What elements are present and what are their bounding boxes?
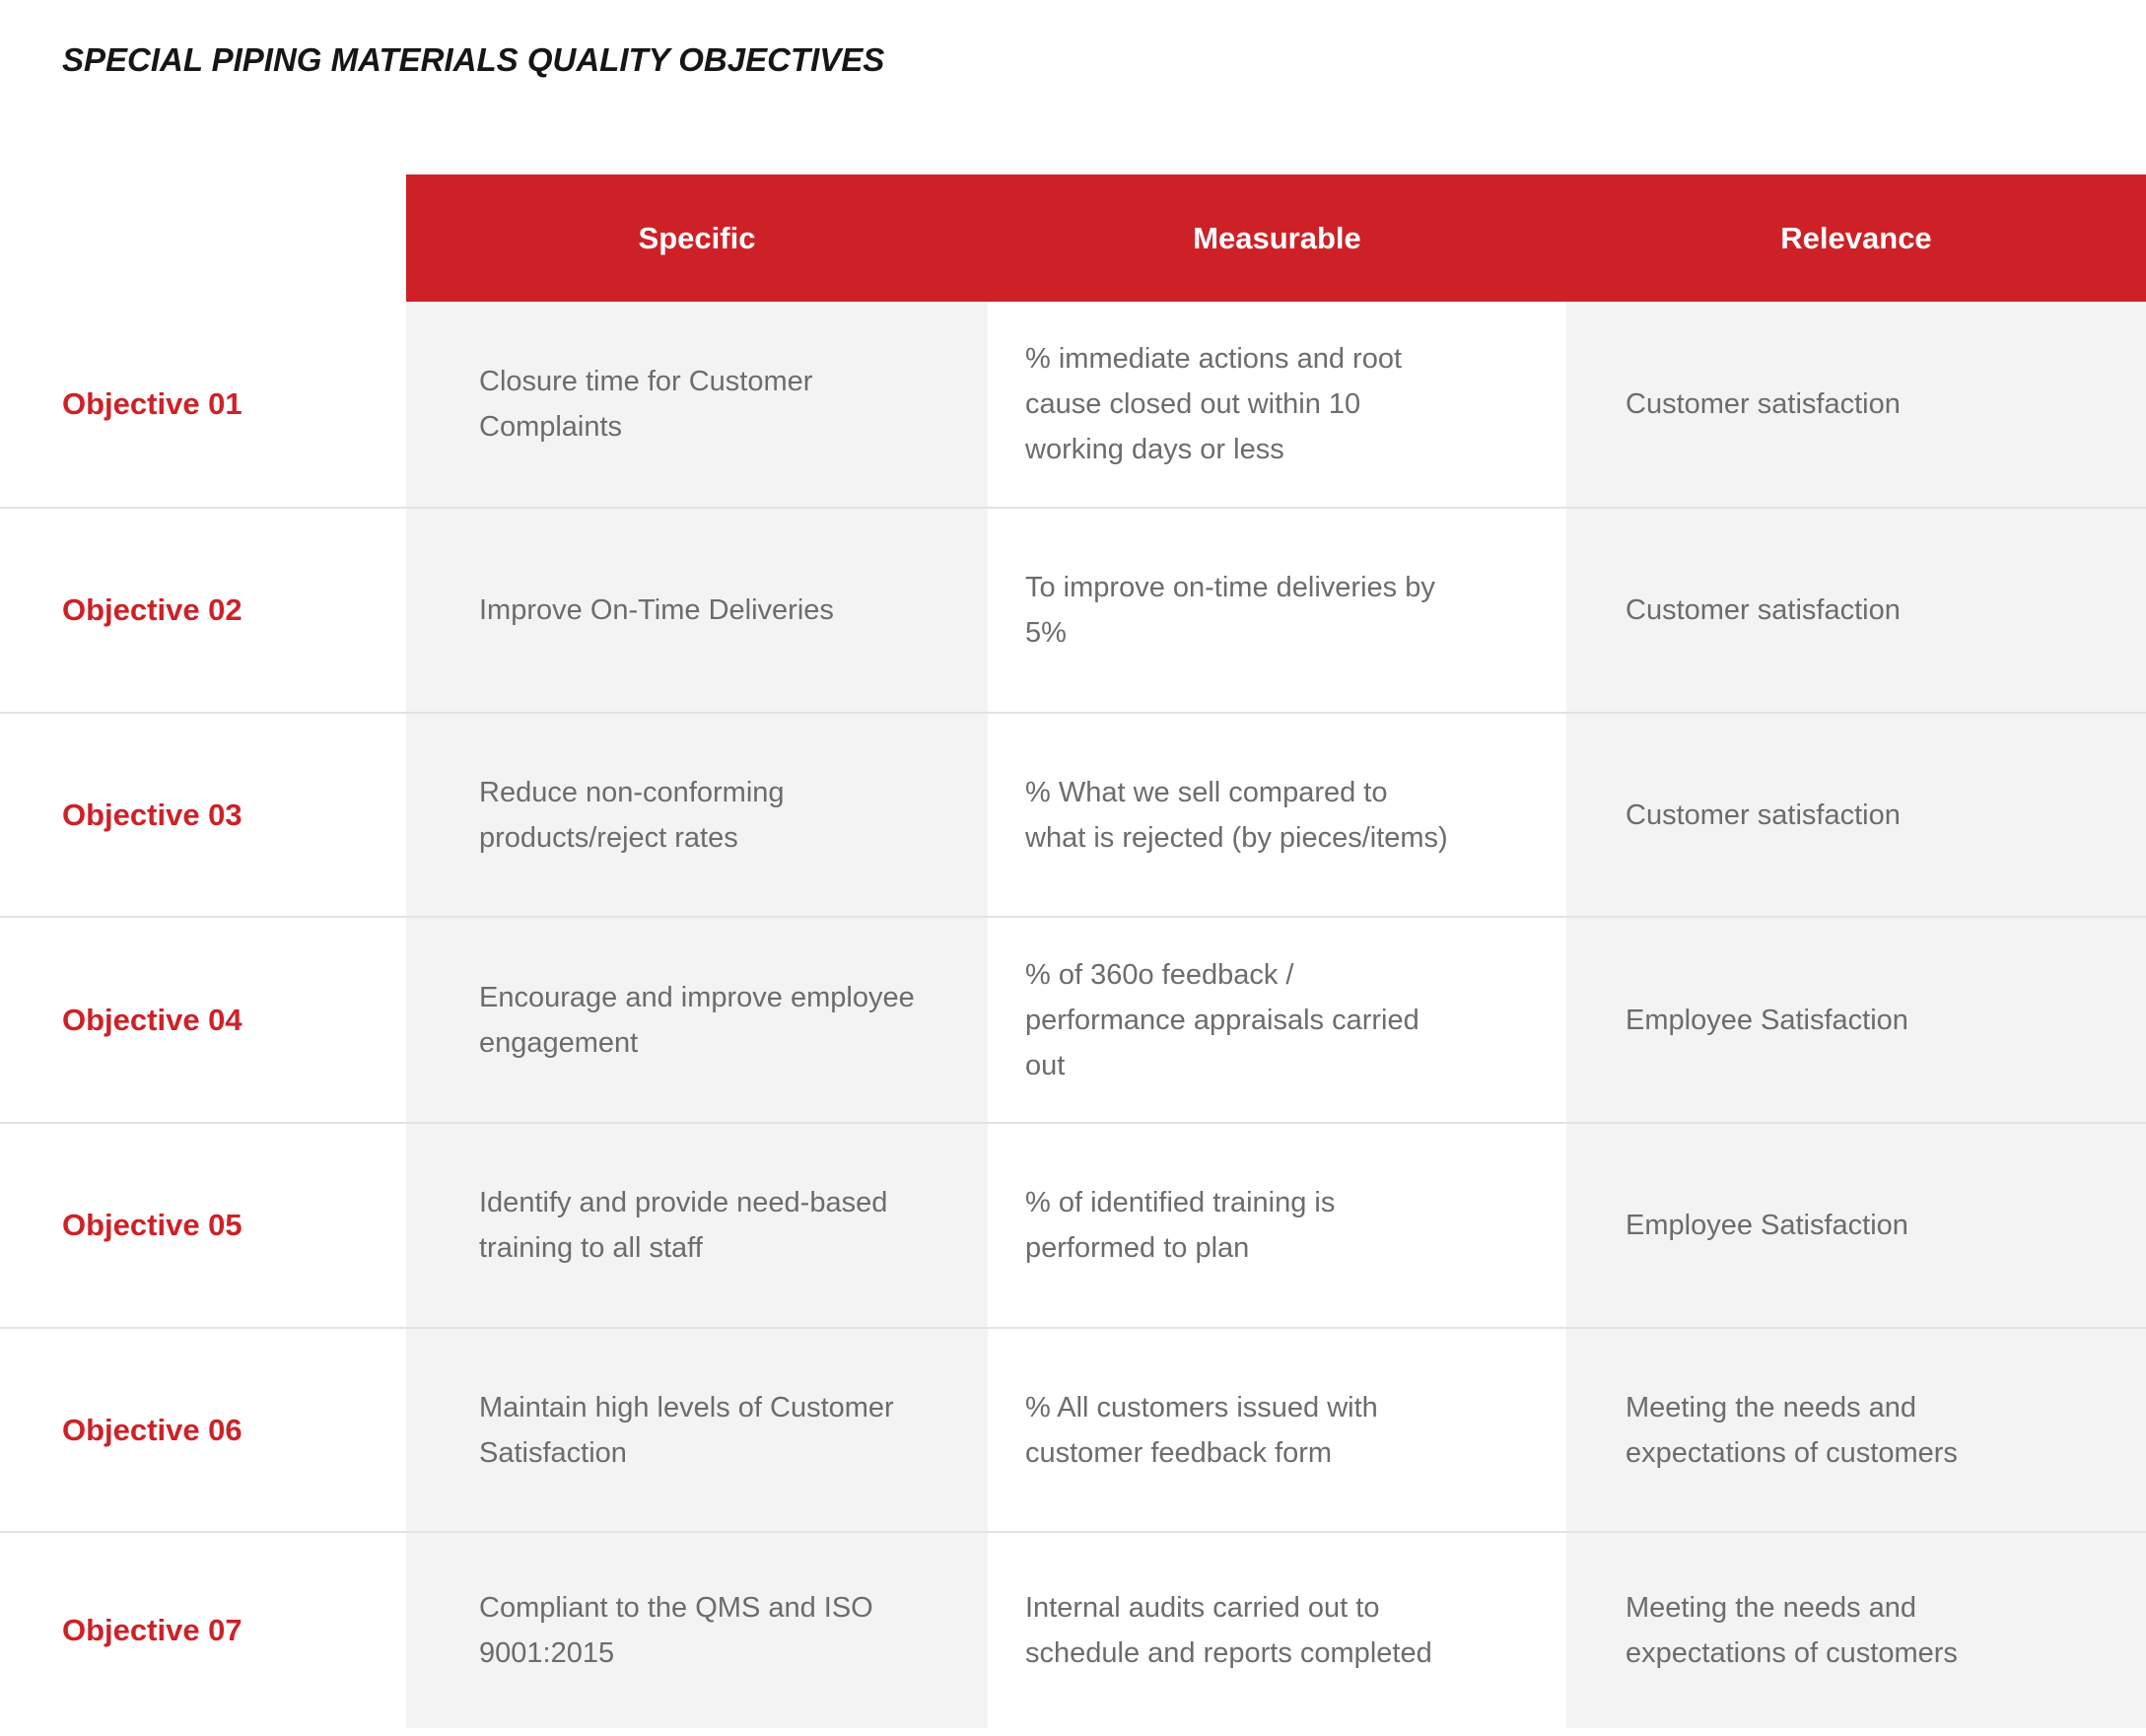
specific-text: Maintain high levels of Customer Satisfaction — [479, 1391, 894, 1469]
relevance-cell — [1566, 1531, 2146, 1728]
relevance-cell — [1566, 1122, 2146, 1327]
relevance-text: Meeting the needs and expectations of customers — [1626, 1391, 1958, 1469]
relevance-cell — [1566, 1327, 2146, 1531]
measurable-cell — [988, 712, 1566, 916]
measurable-cell — [988, 302, 1566, 507]
relevance-text: Employee Satisfaction — [1626, 1004, 1908, 1036]
relevance-text: Customer satisfaction — [1626, 388, 1901, 420]
measurable-text: % of identified training is performed to plan — [1025, 1187, 1336, 1264]
measurable-text: % immediate actions and root cause closed out within 10 working days or less — [1025, 343, 1403, 465]
measurable-text: % of 360o feedback / performance appraisals carried out — [1025, 958, 1419, 1081]
relevance-cell — [1566, 712, 2146, 916]
specific-cell — [406, 712, 988, 916]
specific-cell — [406, 1122, 988, 1327]
specific-text: Encourage and improve employee engagement — [479, 981, 915, 1059]
objective-label: Objective 01 — [62, 386, 242, 421]
header-spacer-cell — [0, 174, 406, 302]
column-header-measurable-label: Measurable — [1193, 220, 1361, 255]
table-row-objective-cell — [0, 302, 406, 507]
table-row-objective-cell — [0, 1531, 406, 1728]
relevance-text: Customer satisfaction — [1626, 594, 1901, 626]
table-row-objective-cell — [0, 916, 406, 1122]
relevance-cell — [1566, 302, 2146, 507]
column-header-relevance-label: Relevance — [1780, 220, 1932, 255]
measurable-cell — [988, 1327, 1566, 1531]
table-row-objective-cell — [0, 1122, 406, 1327]
quality-objectives-table — [0, 174, 2146, 1728]
objective-label: Objective 03 — [62, 797, 242, 832]
relevance-text: Customer satisfaction — [1626, 799, 1901, 831]
specific-text: Closure time for Customer Complaints — [479, 366, 813, 443]
table-row-objective-cell — [0, 712, 406, 916]
relevance-cell — [1566, 507, 2146, 712]
objective-label: Objective 04 — [62, 1002, 242, 1037]
column-header-specific — [406, 174, 988, 302]
table-row-objective-cell — [0, 507, 406, 712]
measurable-text: % All customers issued with customer feedback form — [1025, 1391, 1378, 1469]
relevance-cell — [1566, 916, 2146, 1122]
objective-label: Objective 06 — [62, 1412, 242, 1447]
specific-text: Identify and provide need-based training to all staff — [479, 1187, 888, 1264]
specific-text: Improve On-Time Deliveries — [479, 594, 834, 626]
objective-label: Objective 02 — [62, 592, 242, 627]
relevance-text: Employee Satisfaction — [1626, 1210, 1908, 1241]
page-title: SPECIAL PIPING MATERIALS QUALITY OBJECTIVES — [62, 41, 885, 78]
specific-cell — [406, 916, 988, 1122]
objective-label: Objective 07 — [62, 1613, 242, 1647]
measurable-text: % What we sell compared to what is rejected (by pieces/items) — [1025, 776, 1448, 854]
objective-label: Objective 05 — [62, 1208, 242, 1242]
relevance-text: Meeting the needs and expectations of customers — [1626, 1592, 1958, 1669]
column-header-specific-label: Specific — [638, 220, 756, 255]
measurable-text: Internal audits carried out to schedule and reports completed — [1025, 1592, 1432, 1669]
specific-cell — [406, 1327, 988, 1531]
column-header-measurable — [988, 174, 1566, 302]
measurable-cell — [988, 1122, 1566, 1327]
column-header-relevance — [1566, 174, 2146, 302]
measurable-cell — [988, 507, 1566, 712]
specific-text: Reduce non-conforming products/reject rates — [479, 776, 785, 854]
table-row-objective-cell — [0, 1327, 406, 1531]
specific-text: Compliant to the QMS and ISO 9001:2015 — [479, 1592, 873, 1669]
measurable-text: To improve on-time deliveries by 5% — [1025, 572, 1435, 649]
specific-cell — [406, 302, 988, 507]
specific-cell — [406, 1531, 988, 1728]
specific-cell — [406, 507, 988, 712]
measurable-cell — [988, 916, 1566, 1122]
measurable-cell — [988, 1531, 1566, 1728]
